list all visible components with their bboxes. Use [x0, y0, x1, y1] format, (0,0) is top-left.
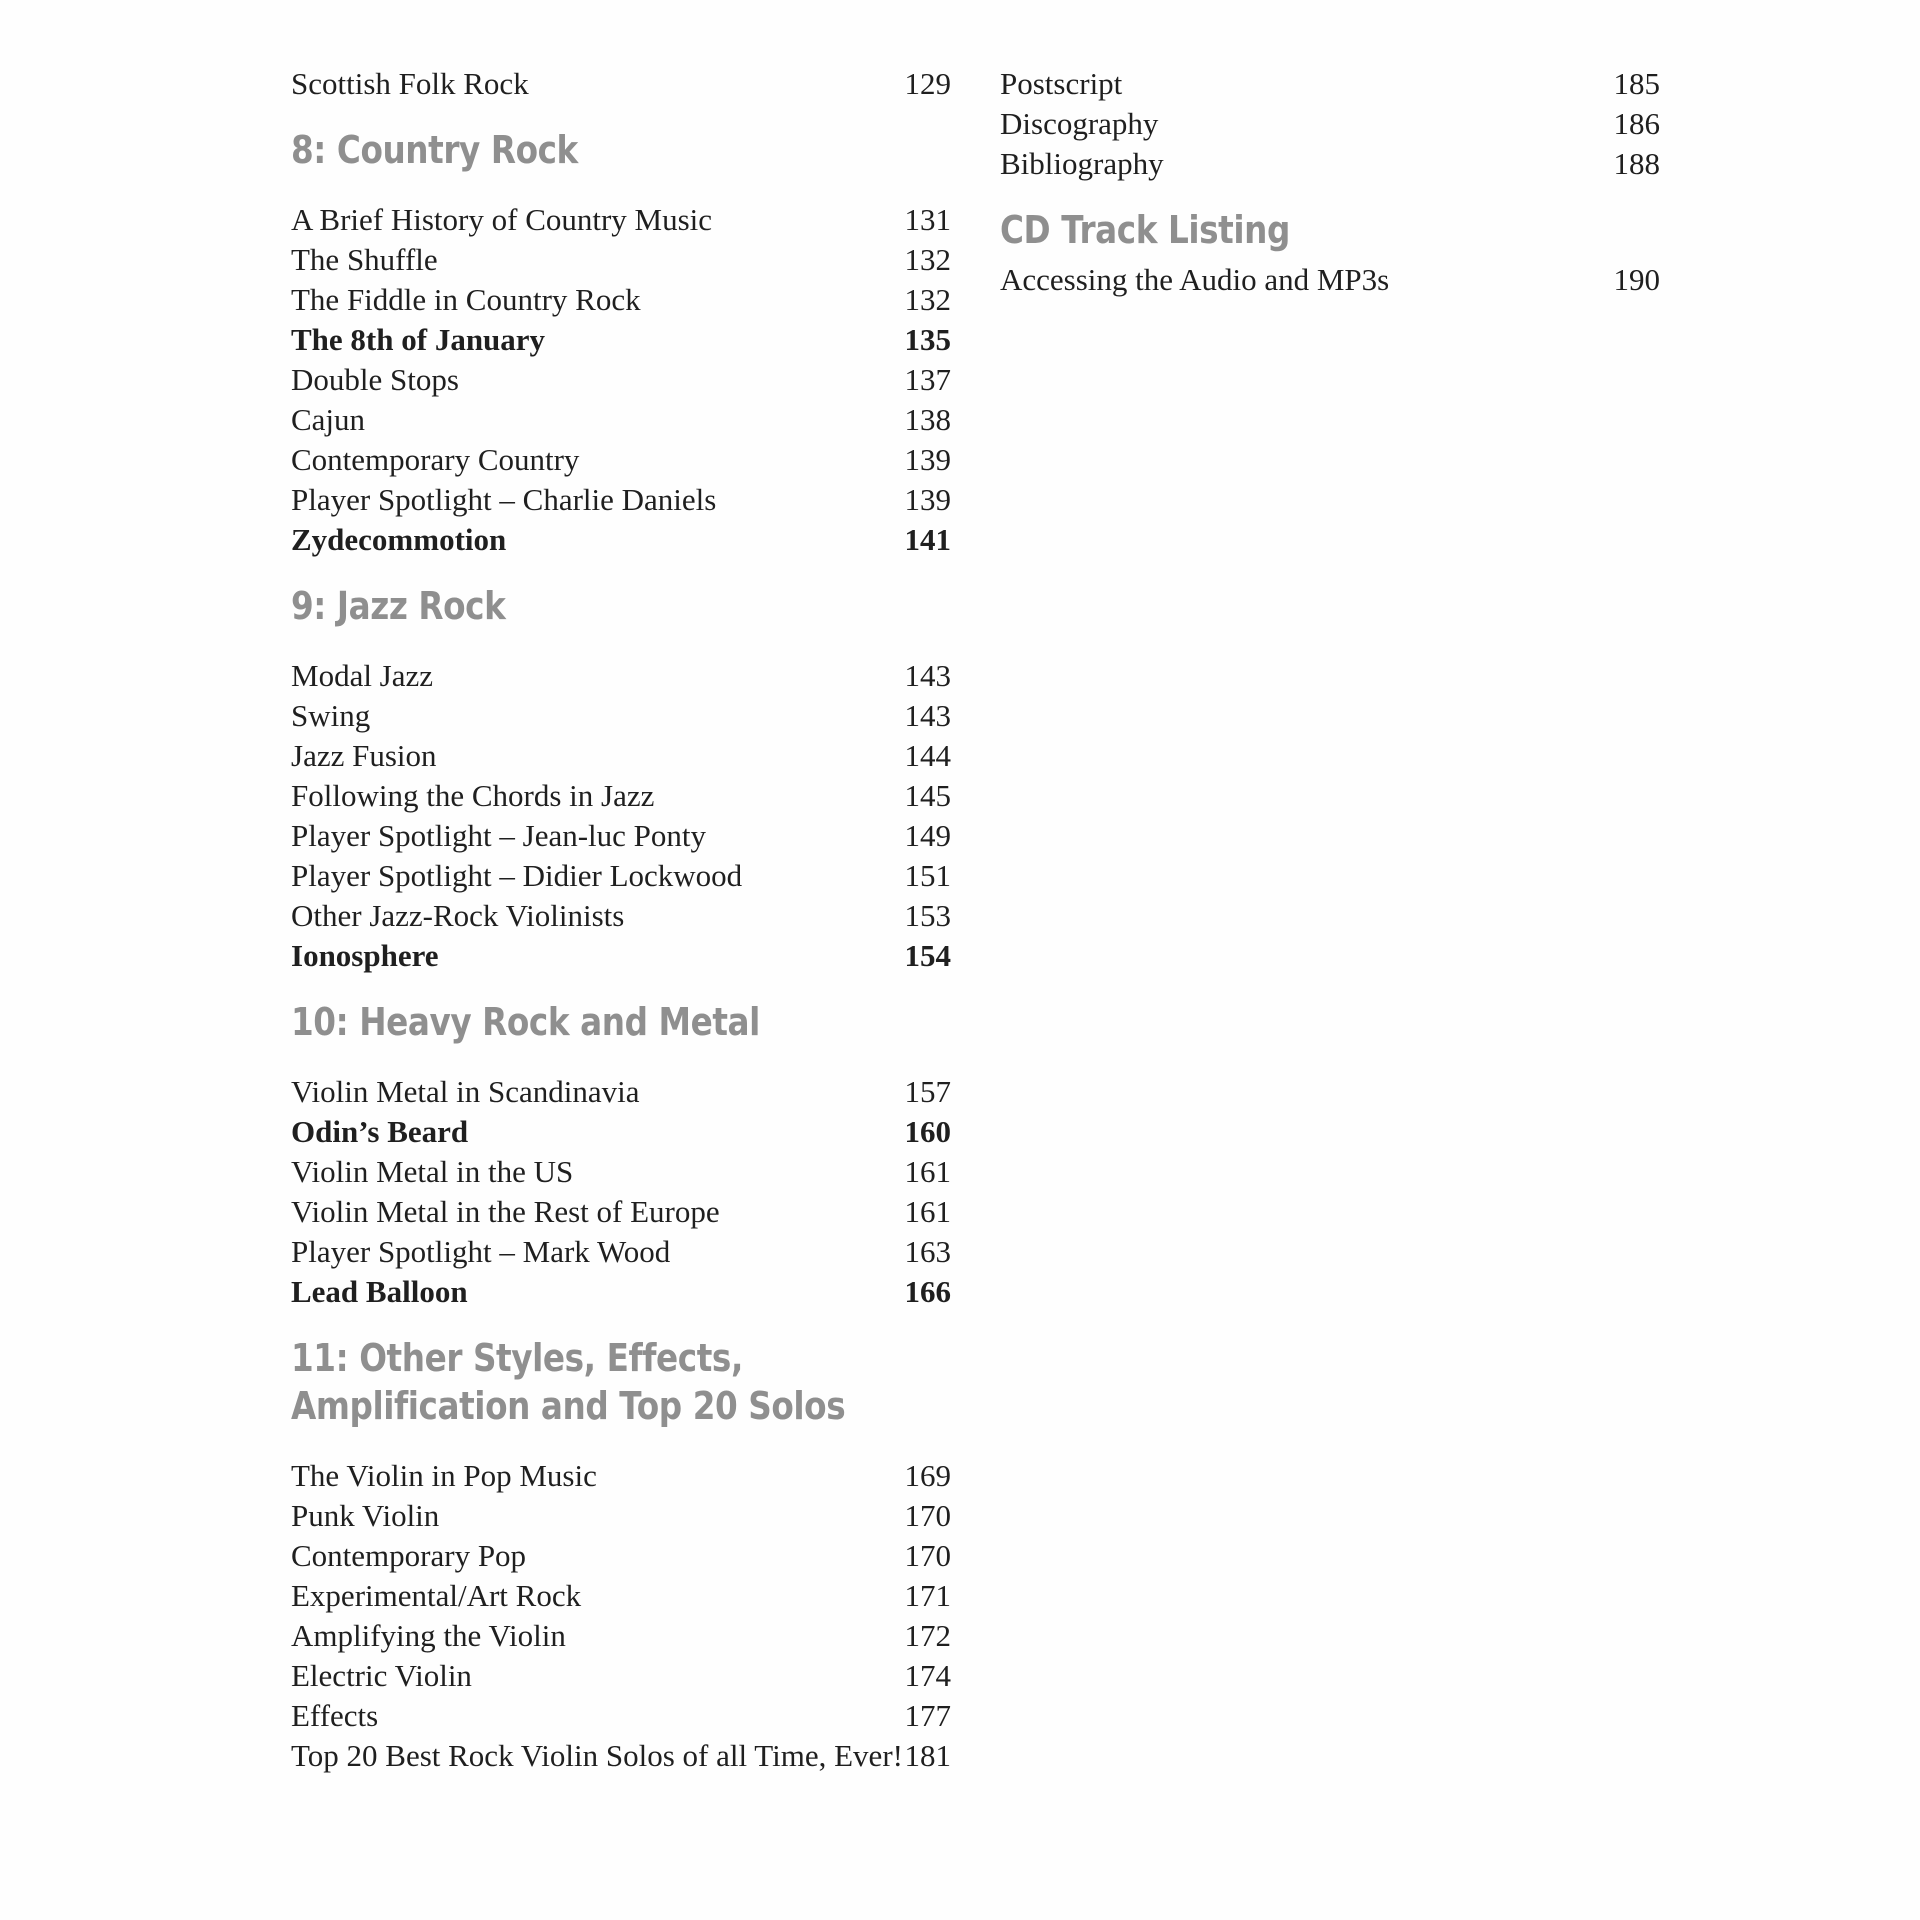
- toc-entry-featured[interactable]: [291, 1272, 951, 1312]
- toc-entry[interactable]: [291, 1496, 951, 1536]
- entry-page: 177: [904, 1698, 951, 1733]
- entry-page: 172: [904, 1618, 951, 1653]
- toc-entry[interactable]: [291, 1152, 951, 1192]
- toc-entry[interactable]: [291, 64, 951, 104]
- entry-title: Bibliography: [1000, 146, 1164, 181]
- entry-title: Contemporary Pop: [291, 1538, 527, 1573]
- toc-entry[interactable]: [291, 1456, 951, 1496]
- entry-title: Electric Violin: [291, 1658, 472, 1693]
- entry-title: Modal Jazz: [291, 658, 434, 693]
- entry-title: Violin Metal in the Rest of Europe: [291, 1194, 720, 1229]
- toc-entry[interactable]: [291, 736, 951, 776]
- entry-page: 151: [904, 858, 951, 893]
- entry-page: 153: [904, 898, 951, 933]
- chapter-heading: 9: Jazz Rock: [291, 584, 506, 628]
- toc-entry[interactable]: [291, 816, 951, 856]
- toc-entry[interactable]: [291, 656, 951, 696]
- entry-page: 186: [1613, 106, 1660, 141]
- toc-entry-featured[interactable]: [291, 520, 951, 560]
- cd-track-listing-section: [1000, 206, 1660, 300]
- entry-page: 149: [904, 818, 951, 853]
- entry-page: 188: [1613, 146, 1660, 181]
- entry-title: Cajun: [291, 402, 366, 437]
- toc-entry[interactable]: [291, 1232, 951, 1272]
- entry-page: 161: [904, 1154, 951, 1189]
- toc-entry[interactable]: [291, 1536, 951, 1576]
- toc-entry[interactable]: [1000, 64, 1660, 104]
- chapter-9-section: [291, 582, 951, 976]
- toc-entry-featured[interactable]: [291, 936, 951, 976]
- entry-page: 171: [904, 1578, 951, 1613]
- toc-entry-featured[interactable]: [291, 320, 951, 360]
- entry-title: Double Stops: [291, 362, 459, 397]
- toc-entry[interactable]: [291, 1072, 951, 1112]
- toc-entry[interactable]: [291, 1656, 951, 1696]
- entry-page: 170: [904, 1538, 951, 1573]
- entry-title: The Shuffle: [291, 242, 438, 277]
- chapter-8-section: [291, 126, 951, 560]
- entry-page: 139: [904, 482, 951, 517]
- entry-page: 144: [904, 738, 951, 773]
- chapter-10-section: [291, 998, 951, 1312]
- entry-page: 161: [904, 1194, 951, 1229]
- entry-page: 169: [904, 1458, 951, 1493]
- entry-title: The 8th of January: [291, 322, 546, 357]
- entry-page: 145: [904, 778, 951, 813]
- toc-entry[interactable]: [291, 776, 951, 816]
- entry-title: Contemporary Country: [291, 442, 580, 477]
- toc-entry[interactable]: [291, 1696, 951, 1736]
- toc-entry[interactable]: [291, 1736, 951, 1776]
- entry-title: Odin’s Beard: [291, 1114, 469, 1149]
- toc-entry[interactable]: [291, 1576, 951, 1616]
- chapter-heading-line1: 11: Other Styles, Effects,: [291, 1336, 743, 1380]
- toc-entry[interactable]: [291, 240, 951, 280]
- entry-page: 160: [904, 1114, 951, 1149]
- entry-page: 174: [904, 1658, 951, 1693]
- entry-title: Player Spotlight – Jean-luc Ponty: [291, 818, 707, 853]
- entry-page: 129: [904, 66, 951, 101]
- toc-entry[interactable]: [291, 200, 951, 240]
- toc-left-column: [291, 64, 951, 1776]
- entry-title: Violin Metal in the US: [291, 1154, 574, 1189]
- toc-entry[interactable]: [291, 1616, 951, 1656]
- entry-page: 190: [1613, 262, 1660, 297]
- entry-page: 132: [904, 242, 951, 277]
- entry-page: 141: [904, 522, 951, 557]
- entry-title: Ionosphere: [291, 938, 439, 973]
- entry-page: 170: [904, 1498, 951, 1533]
- entry-title: Other Jazz-Rock Violinists: [291, 898, 625, 933]
- entry-title: Zydecommotion: [291, 522, 507, 557]
- entry-title: Postscript: [1000, 66, 1123, 101]
- chapter-heading: 8: Country Rock: [291, 128, 578, 172]
- entry-title: Jazz Fusion: [291, 738, 437, 773]
- toc-entry[interactable]: [291, 280, 951, 320]
- chapter-heading: CD Track Listing: [1000, 208, 1290, 252]
- toc-entry[interactable]: [291, 480, 951, 520]
- entry-page: 181: [904, 1738, 951, 1773]
- toc-entry[interactable]: [291, 896, 951, 936]
- entry-page: 154: [904, 938, 951, 973]
- toc-entry[interactable]: [291, 696, 951, 736]
- entry-title: Player Spotlight – Mark Wood: [291, 1234, 671, 1269]
- entry-title: Following the Chords in Jazz: [291, 778, 655, 813]
- entry-page: 166: [904, 1274, 951, 1309]
- entry-title: Experimental/Art Rock: [291, 1578, 582, 1613]
- chapter-heading: 10: Heavy Rock and Metal: [291, 1000, 760, 1044]
- entry-title: Discography: [1000, 106, 1159, 141]
- entry-title: Accessing the Audio and MP3s: [1000, 262, 1390, 297]
- entry-title: A Brief History of Country Music: [291, 202, 713, 237]
- entry-page: 131: [904, 202, 951, 237]
- entry-title: Top 20 Best Rock Violin Solos of all Time, Ever!: [291, 1738, 903, 1773]
- entry-page: 157: [904, 1074, 951, 1109]
- entry-title: Amplifying the Violin: [291, 1618, 566, 1653]
- entry-page: 138: [904, 402, 951, 437]
- entry-title: Effects: [291, 1698, 379, 1733]
- chapter-11-section: [291, 1334, 951, 1776]
- toc-entry[interactable]: [291, 440, 951, 480]
- toc-entry[interactable]: [1000, 260, 1660, 300]
- entry-page: 135: [904, 322, 951, 357]
- toc-entry[interactable]: [1000, 144, 1660, 184]
- entry-page: 143: [904, 658, 951, 693]
- toc-entry[interactable]: [1000, 104, 1660, 144]
- entry-title: Punk Violin: [291, 1498, 440, 1533]
- entry-page: 185: [1613, 66, 1660, 101]
- toc-entry-featured[interactable]: [291, 1112, 951, 1152]
- chapter-heading-line2: Amplification and Top 20 Solos: [291, 1384, 846, 1428]
- entry-title: Lead Balloon: [291, 1274, 468, 1309]
- entry-title: Scottish Folk Rock: [291, 66, 529, 101]
- toc-entry[interactable]: [291, 1192, 951, 1232]
- entry-page: 137: [904, 362, 951, 397]
- toc-right-column: [1000, 64, 1660, 300]
- entry-title: Violin Metal in Scandinavia: [291, 1074, 640, 1109]
- entry-page: 143: [904, 698, 951, 733]
- entry-title: Swing: [291, 698, 371, 733]
- entry-title: Player Spotlight – Didier Lockwood: [291, 858, 743, 893]
- entry-page: 163: [904, 1234, 951, 1269]
- toc-entry[interactable]: [291, 360, 951, 400]
- entry-title: The Violin in Pop Music: [291, 1458, 597, 1493]
- toc-entry[interactable]: [291, 400, 951, 440]
- toc-entry[interactable]: [291, 856, 951, 896]
- entry-page: 132: [904, 282, 951, 317]
- entry-title: The Fiddle in Country Rock: [291, 282, 641, 317]
- entry-title: Player Spotlight – Charlie Daniels: [291, 482, 717, 517]
- entry-page: 139: [904, 442, 951, 477]
